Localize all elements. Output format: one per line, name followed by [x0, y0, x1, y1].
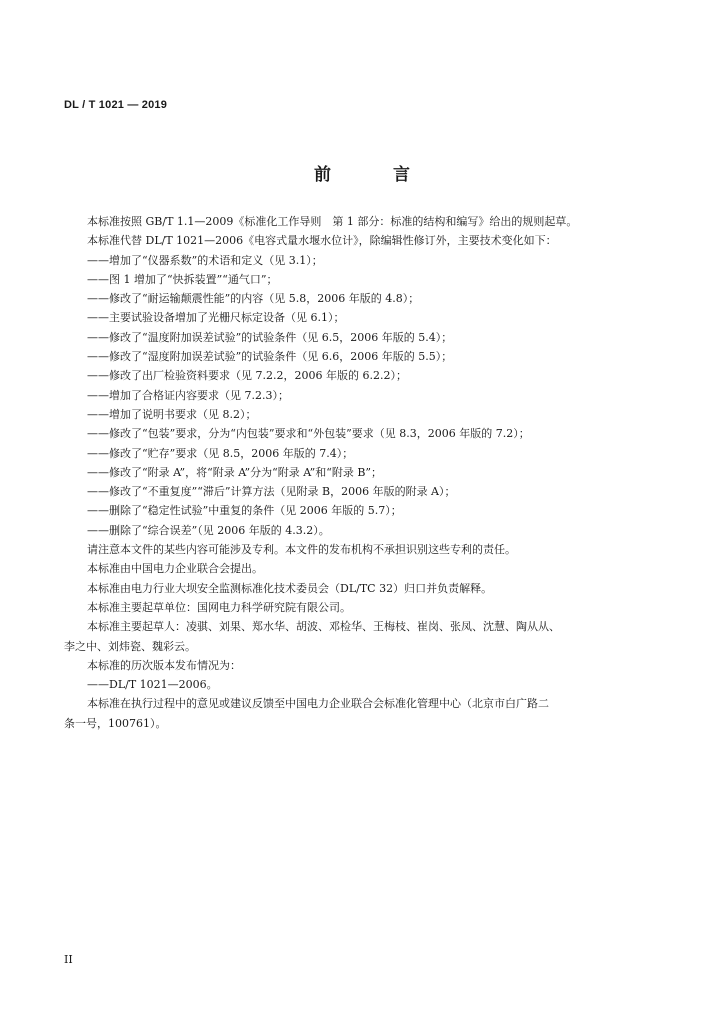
change-item: ——增加了说明书要求（见 8.2）； [87, 407, 257, 421]
paragraph-line: 本标准由中国电力企业联合会提出。 [87, 562, 263, 576]
standard-number: DL / T 1021 — 2019 [64, 99, 168, 111]
change-item: ——修改了“不重复度”“滞后”计算方法（见附录 B，2006 年版的附录 A）； [87, 485, 456, 499]
change-item: ——修改了出厂检验资料要求（见 7.2.2，2006 年版的 6.2.2）； [87, 369, 407, 383]
change-item: ——修改了“湿度附加误差试验”的试验条件（见 6.6，2006 年版的 5.5）； [87, 350, 453, 364]
change-item: ——增加了“仪器系数”的术语和定义（见 3.1）； [87, 253, 323, 267]
change-item: ——修改了“耐运输颠震性能”的内容（见 5.8，2006 年版的 4.8）； [87, 292, 420, 306]
paragraph-line: 本标准在执行过程中的意见或建议反馈至中国电力企业联合会标准化管理中心（北京市白广路二 [87, 697, 549, 711]
change-item: ——主要试验设备增加了光栅尺标定设备（见 6.1）； [87, 311, 345, 325]
change-item: ——删除了“稳定性试验”中重复的条件（见 2006 年版的 5.7）； [87, 504, 402, 518]
page-title: 前 言 [314, 165, 438, 185]
change-item: ——增加了合格证内容要求（见 7.2.3）； [87, 388, 289, 402]
change-item: ——图 1 增加了“快拆装置”“通气口”； [87, 272, 278, 286]
paragraph-line: 条一号，100761）。 [64, 716, 167, 730]
change-item: ——删除了“综合误差”（见 2006 年版的 4.3.2）。 [87, 523, 330, 537]
change-item: ——修改了“贮存”要求（见 8.5，2006 年版的 7.4）； [87, 446, 354, 460]
paragraph-line: 请注意本文件的某些内容可能涉及专利。本文件的发布机构不承担识别这些专利的责任。 [87, 543, 516, 557]
change-item: ——修改了“包装”要求，分为“内包装”要求和“外包装”要求（见 8.3，2006 年版的 7.2）； [87, 427, 530, 441]
change-item: ——修改了“附录 A”，将“附录 A”分为“附录 A”和“附录 B”； [87, 465, 383, 479]
paragraph-line: 本标准主要起草人：凌骐、刘果、郑水华、胡波、邓检华、王梅枝、崔岗、张凤、沈慧、陶从从、 [87, 620, 560, 634]
paragraph-line: 本标准的历次版本发布情况为： [87, 658, 241, 672]
paragraph-line: 李之中、刘炜瓷、魏彩云。 [64, 639, 196, 653]
change-item: ——修改了“温度附加误差试验”的试验条件（见 6.5，2006 年版的 5.4）； [87, 330, 453, 344]
paragraph-line: 本标准主要起草单位：国网电力科学研究院有限公司。 [87, 600, 351, 614]
change-item: ——DL/T 1021—2006。 [87, 678, 218, 692]
page-number: II [64, 953, 73, 966]
paragraph-line: 本标准由电力行业大坝安全监测标准化技术委员会（DL/TC 32）归口并负责解释。 [87, 581, 493, 595]
paragraph-line: 本标准代替 DL/T 1021—2006《电容式量水堰水位计》，除编辑性修订外，主要技术变化如下： [87, 234, 557, 248]
paragraph-line: 本标准按照 GB/T 1.1—2009《标准化工作导则 第 1 部分：标准的结构和编写》给出的规则起草。 [87, 215, 578, 228]
foreword-body [64, 212, 664, 733]
